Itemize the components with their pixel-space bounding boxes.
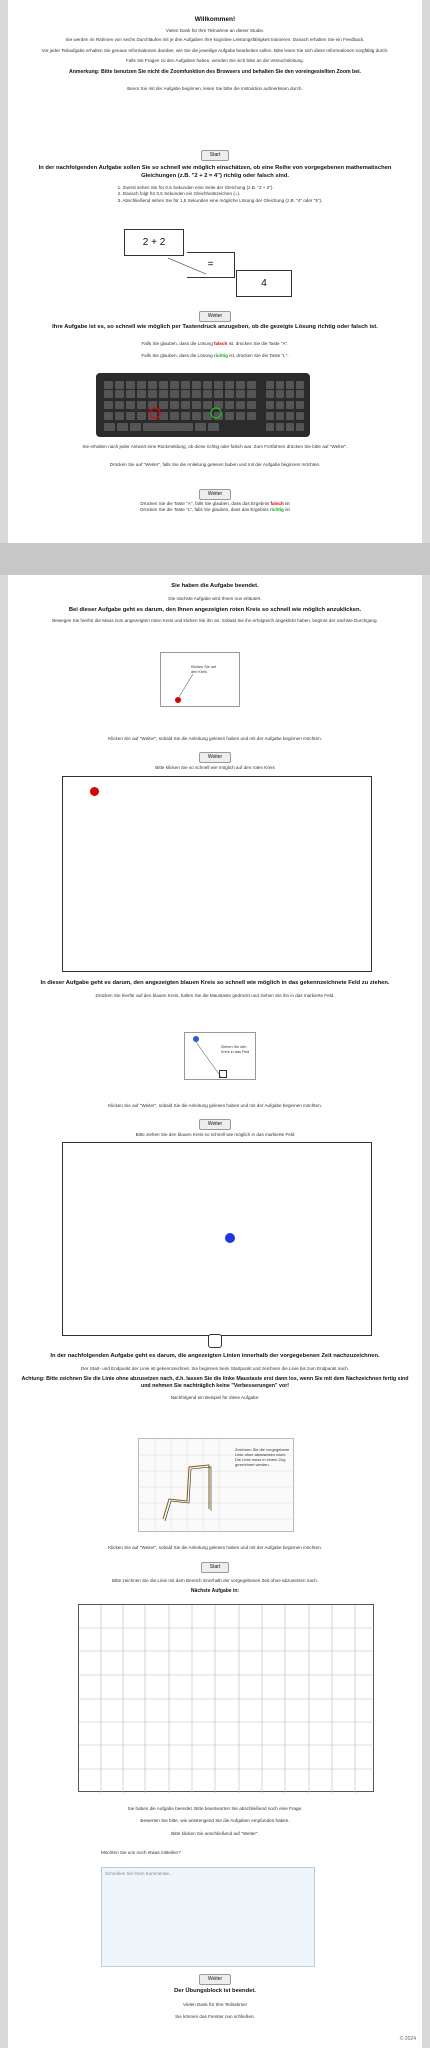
keyboard-key [148,381,157,389]
end-p2: Sie können das Fenster nun schließen. [175,2013,255,2019]
task3-section [8,980,422,999]
keyboard-key [192,390,201,398]
feedback-p2: Bewerten Sie bitte, wie anstrengend Sie die Aufgaben empfunden haben. [140,1818,290,1824]
numpad-key [266,381,274,389]
keyboard-key [225,401,234,409]
text: Drücken Sie die Taste "L", falls Sie glauben, dass das Ergebnis [140,507,269,513]
feedback-next-button[interactable]: Weiter [199,1974,231,1985]
keyboard-key [181,381,190,389]
keyboard-key [203,390,212,398]
keyboard-key [170,412,179,420]
numpad-key [296,423,304,431]
feedback-section [8,1806,422,1837]
task4-example [138,1438,294,1532]
task1-next2-button[interactable]: Weiter [199,489,231,500]
intro-section [8,16,422,93]
feedback-p1: Sie haben die Aufgabe beendet. Bitte beantworten Sie abschließend noch eine Frage. [127,1806,303,1811]
right-word: richtig [213,352,228,358]
numpad-key [276,390,284,398]
end-title: Der Übungsblock ist beendet. [174,1988,256,1994]
keyboard-key [148,390,157,398]
keyboard-key [126,390,135,398]
drop-field[interactable] [208,1334,222,1348]
demo-arrow-icon [168,256,208,276]
keyboard-key [137,401,146,409]
task1-click-note: Drücken Sie auf "Weiter", falls Sie die Anleitung gelesen haben und mit der Aufgabe beginnen möchten. [109,462,321,468]
text: Drücken Sie die Taste "A", falls Sie glauben, dass das Ergebnis [140,501,270,506]
numpad-key [286,390,294,398]
keyboard-key [225,381,234,389]
task1-heading: In der nachfolgenden Aufgabe sollen Sie so schnell wie möglich einschätzen, ob eine Reihe von vorgegebenen mathematischen Gleichungen (z.B. "2 + 2 = 4") richtig oder falsch sind. [38,165,392,179]
task4-grid-label: Nächste Aufgabe in: [190,1588,240,1595]
keyboard-key [181,401,190,409]
task2-demo [160,652,240,707]
keyboard-key [117,423,128,431]
task2-section [8,583,422,625]
keyboard-key [104,401,113,409]
keyboard-key [170,390,179,398]
task1-section [8,165,422,205]
numpad-key [286,423,294,431]
example-text: Zeichnen Sie die vorgegebene Linie ohne abzusetzen nach. Die Linie muss in einem Zug gezeichnet werden. [235,1447,290,1467]
task2-p1: Bewegen Sie hierfür die Maus zum angezeigten roten Kreis und klicken Sie ihn an. Sobald Sie ihn erfolgreich angeklickt haben, beginnt der nächste Durchgang. [52,618,378,624]
keyboard-key [181,390,190,398]
demo-equals: = [187,252,235,278]
demo-equation-left: 2 + 2 [124,229,184,256]
wrong-word: falsch [214,340,228,346]
keyboard-key [192,412,201,420]
task1-step: 3. Abschließend sehen Sie für 1,5 Sekunden eine mögliche Lösung der Gleichung (z.B. "4" oder "5"). [117,197,323,203]
task2-canvas-hint: Bitte klicken Sie so schnell wie möglich auf den roten Kreis [155,765,275,770]
intro-p2: Sie werden im Rahmen von sechs Durchläufen mit je drei Aufgaben Ihre kognitive Leistungsfähigkeit trainieren. Danach erhalten Sie ein Feedback. [65,37,365,43]
task2-canvas[interactable] [62,776,372,972]
keyboard-key [203,401,212,409]
keyboard-key [126,401,135,409]
blue-drag-circle[interactable] [225,1233,235,1243]
keyboard-key [104,381,113,389]
keyboard-key [225,390,234,398]
task1-right-line [8,353,422,359]
task3-click-note: Klicken Sie auf "Weiter", sobald Sie die Anleitung gelesen haben und mit der Aufgabe beginnen möchten. [108,1103,322,1108]
keyboard-key [126,412,135,420]
keyboard-key [214,390,223,398]
red-target-circle[interactable] [90,787,99,796]
keyboard-key [203,381,212,389]
keyboard-key [225,412,234,420]
keyboard-key [236,381,245,389]
task3-demo [184,1032,256,1080]
keyboard-key [195,423,206,431]
task3-p1: Drücken Sie hierfür auf den blauen Kreis, halten Sie die Maustaste gedrückt und ziehen Sie ihn in das markierte Feld. [95,992,335,998]
numpad-key [286,412,294,420]
feedback-p3: Bitte klicken Sie anschließend auf "Weiter". [171,1830,259,1836]
task2-next-button[interactable]: Weiter [199,752,231,763]
keyboard-key [214,381,223,389]
task2-next-note: Die nächste Aufgabe wird Ihnen nun erläutert. [168,595,262,601]
task4-p2: Nachfolgend ein Beispiel für diese Aufgabe: [170,1394,260,1400]
task1-wrong-line [8,341,422,347]
feedback-label: Möchten Sie uns noch etwas mitteilen? [101,1850,181,1855]
task4-section [8,1353,422,1401]
feedback-textarea[interactable] [101,1867,315,1967]
right-word: richtig [269,507,284,513]
intro-notice: Anmerkung: Bitte benutzen Sie nicht die Zoomfunktion des Browsers und behalten Sie den voreingestellten Zoom bei. [69,68,361,75]
numpad-key [286,381,294,389]
numpad-key [276,381,284,389]
keyboard-key [148,412,157,420]
keyboard-key [236,412,245,420]
task1-step: 1. Zuerst sehen Sie für 0,5 Sekunden eine Seite der Gleichung (z.B. "2 + 2"). [117,185,274,190]
task4-start-button[interactable]: Start [201,1562,230,1573]
numpad-key [296,390,304,398]
numpad-key [266,412,274,420]
keyboard-key [247,401,256,409]
keyboard-key [104,390,113,398]
intro-p5: Bevor Sie mit der Aufgabe beginnen, lesen Sie bitte die Instruktion aufmerksam durch. [127,86,303,92]
drawing-grid [79,1605,375,1793]
numpad-key [286,401,294,409]
task4-click-note: Klicken Sie auf "Weiter", sobald Sie die Anleitung gelesen haben und mit der Aufgabe beginnen möchten. [108,1545,322,1550]
text: ist [285,507,290,513]
numpad-key [266,423,274,431]
keyboard-key [182,423,193,431]
keyboard-key [192,401,201,409]
intro-title: Willkommen! [194,16,236,23]
intro-p1: Vielen Dank für Ihre Teilnahme an dieser Studie. [165,28,265,33]
keyboard-key [159,390,168,398]
intro-p3: Vor jeder Teilaufgabe erhalten Sie genaue Informationen darüber, wie Sie die jeweilige Aufgabe bearbeiten sollen. Bitte lesen Sie sich diese Informationen sorgfältig durch. [41,47,389,53]
numpad-key [266,401,274,409]
keyboard-key [137,390,146,398]
numpad-key [276,412,284,420]
keyboard-key [115,381,124,389]
task4-p3: Bitte zeichnen Sie die Linie mit dem Bereich innerhalb der vorgegebenen Zeit ohne abzusetzen nach. [111,1578,319,1583]
task1-subheading: Ihre Aufgabe ist es, so schnell wie möglich per Tastendruck anzugeben, ob die gezeigte Lösung richtig oder falsch ist. [52,324,378,330]
numpad-key [296,401,304,409]
task4-heading: In der nachfolgenden Aufgabe geht es darum, die angezeigten Linien innerhalb der vorgegebenen Zeit nachzuzeichnen. [50,1353,380,1359]
task2-demo-label: Klicken Sie auf den Kreis [191,665,217,674]
keyboard-key [170,401,179,409]
keyboard-key [126,381,135,389]
keyboard-icon [96,373,310,437]
numpad-key [296,381,304,389]
keyboard-key [104,412,113,420]
keyboard-key [137,412,146,420]
keyboard-key [236,401,245,409]
numpad-key [266,390,274,398]
key-l-line [8,507,422,513]
numpad-key [276,401,284,409]
keyboard-key [169,423,180,431]
task4-drawing-canvas[interactable] [78,1604,374,1792]
start-button[interactable]: Start [201,150,230,161]
page [8,0,422,2048]
keyboard-key [159,401,168,409]
task1-step: 2. Danach folgt für 0,5 Sekunden ein Gleichheitszeichen (=). [117,191,241,197]
end-p1: Vielen Dank für Ihre Teilnahme! [183,2001,247,2007]
task1-feedback-note: Sie erhalten nach jeder Antwort eine Rückmeldung, ob diese richtig oder falsch war. Zum Fortfahren drücken Sie bitte auf "Weiter". [82,444,348,449]
task1-steps [108,185,323,204]
keyboard-key [115,412,124,420]
task3-next-button[interactable]: Weiter [199,1119,231,1130]
keyboard-key [208,423,219,431]
intro-p4: Falls Sie Fragen zu den Aufgaben haben, wenden Sie sich bitte an die Versuchsleitung. [126,58,304,64]
text: ist [285,501,290,506]
task3-demo-label: Ziehen Sie den Kreis in das Feld [221,1045,250,1054]
keyboard-key [115,390,124,398]
text: Falls Sie glauben, dass die Lösung [141,352,213,358]
task3-heading: In dieser Aufgabe geht es darum, den angezeigten blauen Kreis so schnell wie möglich in das gekennzeichnete Feld zu ziehen. [40,980,390,986]
numpad-key [276,423,284,431]
numpad-key [296,412,304,420]
keyboard-key [247,390,256,398]
task4-warning: Achtung: Bitte zeichnen Sie die Linie ohne abzusetzen nach, d.h. lassen Sie die linke Maustaste erst dann los, wenn Sie mit dem Nachzeichnen fertig sind und nehmen Sie nachträglich keine "Verbesserungen" vor! [21,1375,409,1389]
task1-next-button[interactable]: Weiter [199,311,231,322]
task3-canvas-hint: Bitte ziehen Sie den blauen Kreis so schnell wie möglich in das markierte Feld [135,1132,295,1137]
task2-heading: Bei dieser Aufgabe geht es darum, den Ihnen angezeigten roten Kreis so schnell wie möglich anzuklicken. [68,606,362,613]
copyright: © 2024 [399,2036,416,2042]
task4-p1: Der Start- und Endpunkt der Linie ist gekennzeichnet. Sie beginnen beim Startpunkt und zeichnen die Linie bis zum Endpunkt nach. [81,1365,349,1371]
keyboard-key [214,412,223,420]
keyboard-key [236,390,245,398]
keyboard-key [156,423,167,431]
task3-canvas[interactable] [62,1142,372,1336]
keyboard-key [159,381,168,389]
task2-click-note: Klicken Sie auf "Weiter", sobald Sie die Anleitung gelesen haben und mit der Aufgabe beginnen möchten. [108,736,322,741]
keyboard-key [104,423,115,431]
target-field-icon [219,1070,227,1078]
keyboard-key [247,381,256,389]
keyboard-key [137,381,146,389]
text: ist, drücken Sie die Taste "L". [229,352,289,358]
keyboard-key [170,381,179,389]
task2-done: Sie haben die Aufgabe beendet. [171,583,259,589]
keyboard-key [192,381,201,389]
demo-result: 4 [236,270,292,297]
text: ist, drücken Sie die Taste "A". [228,340,289,346]
keyboard-key [130,423,141,431]
section-divider [0,543,430,575]
wrong-word: falsch [270,501,284,506]
keyboard-key [115,401,124,409]
keyboard-key [181,412,190,420]
keyboard-key [247,412,256,420]
text: Falls Sie glauben, dass die Lösung [141,340,213,346]
textarea-placeholder: Schreiben Sie Ihren Kommentar... [105,1871,173,1876]
